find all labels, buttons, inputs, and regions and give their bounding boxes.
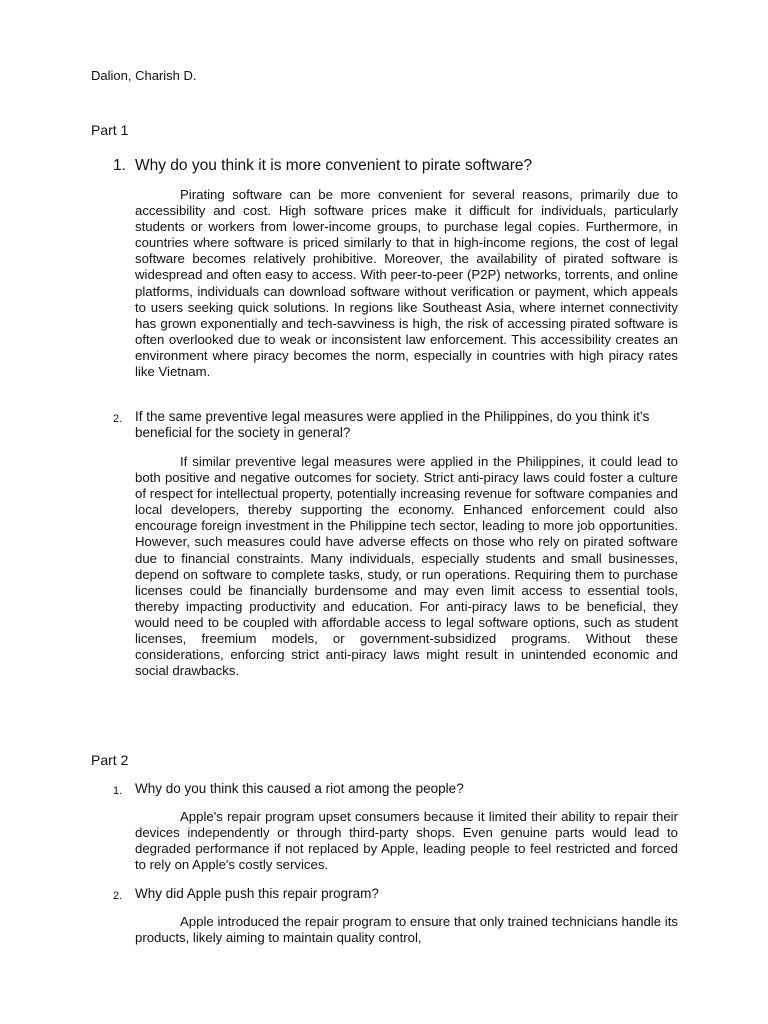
part-2-answer-1: Apple's repair program upset consumers because it limited their ability to repair their devices independently or through third-party shops. Even genuine parts would lead to degraded performance if not replaced by Apple, leading people to feel restricted and forced to rely on Apple's costly services. — [135, 809, 678, 873]
part-1-question-2 — [113, 409, 678, 441]
question-text: Why do you think this caused a riot among the people? — [135, 781, 464, 796]
question-number: 2. — [113, 890, 123, 902]
part-2-question-2 — [113, 886, 678, 904]
question-number: 1. — [113, 785, 123, 797]
part-2-heading: Part 2 — [91, 752, 129, 768]
question-number: 2. — [113, 413, 123, 425]
part-1-answer-2: If similar preventive legal measures were applied in the Philippines, it could lead to both positive and negative outcomes for society. Strict anti-piracy laws could foster a culture of respect for intellectual property, potentially increasing revenue for software companies and local developers, thereby supporting the economy. Enhanced enforcement could also encourage foreign investment in the Philippine tech sector, leading to more job opportunities. However, such measures could have adverse effects on those who rely on pirated software due to financial constraints. Many individuals, especially students and small businesses, depend on software to complete tasks, study, or run operations. Requiring them to purchase licenses could be financially burdensome and may even limit access to essential tools, thereby impacting productivity and education. For anti-piracy laws to be beneficial, they would need to be coupled with affordable access to legal software options, such as student licenses, freemium models, or government-subsidized programs. Without these considerations, enforcing strict anti-piracy laws might result in unintended economic and social drawbacks. — [135, 454, 678, 679]
part-1-question-1 — [113, 156, 678, 175]
part-2-answer-2: Apple introduced the repair program to ensure that only trained technicians handle its products, likely aiming to maintain quality control, — [135, 914, 678, 946]
question-text: If the same preventive legal measures were applied in the Philippines, do you think it's beneficial for the society in general? — [135, 409, 650, 440]
question-number: 1. — [113, 157, 126, 174]
question-text: Why did Apple push this repair program? — [135, 886, 379, 901]
part-1-answer-1: Pirating software can be more convenient for several reasons, primarily due to accessibility and cost. High software prices make it difficult for individuals, particularly students or workers from lower-income groups, to purchase legal copies. Furthermore, in countries where software is priced similarly to that in high-income regions, the cost of legal software becomes relatively prohibitive. Moreover, the availability of pirated software is widespread and often easy to access. With peer-to-peer (P2P) networks, torrents, and online platforms, individuals can download software without verification or payment, which appeals to users seeking quick solutions. In regions like Southeast Asia, where internet connectivity has grown exponentially and tech-savviness is high, the risk of accessing pirated software is often overlooked due to weak or inconsistent law enforcement. This accessibility creates an environment where piracy becomes the norm, especially in countries with high piracy rates like Vietnam. — [135, 187, 678, 380]
part-2-question-1 — [113, 781, 678, 799]
question-text: Why do you think it is more convenient to pirate software? — [135, 157, 533, 174]
author-name: Dalion, Charish D. — [91, 68, 197, 83]
part-1-heading: Part 1 — [91, 122, 129, 138]
